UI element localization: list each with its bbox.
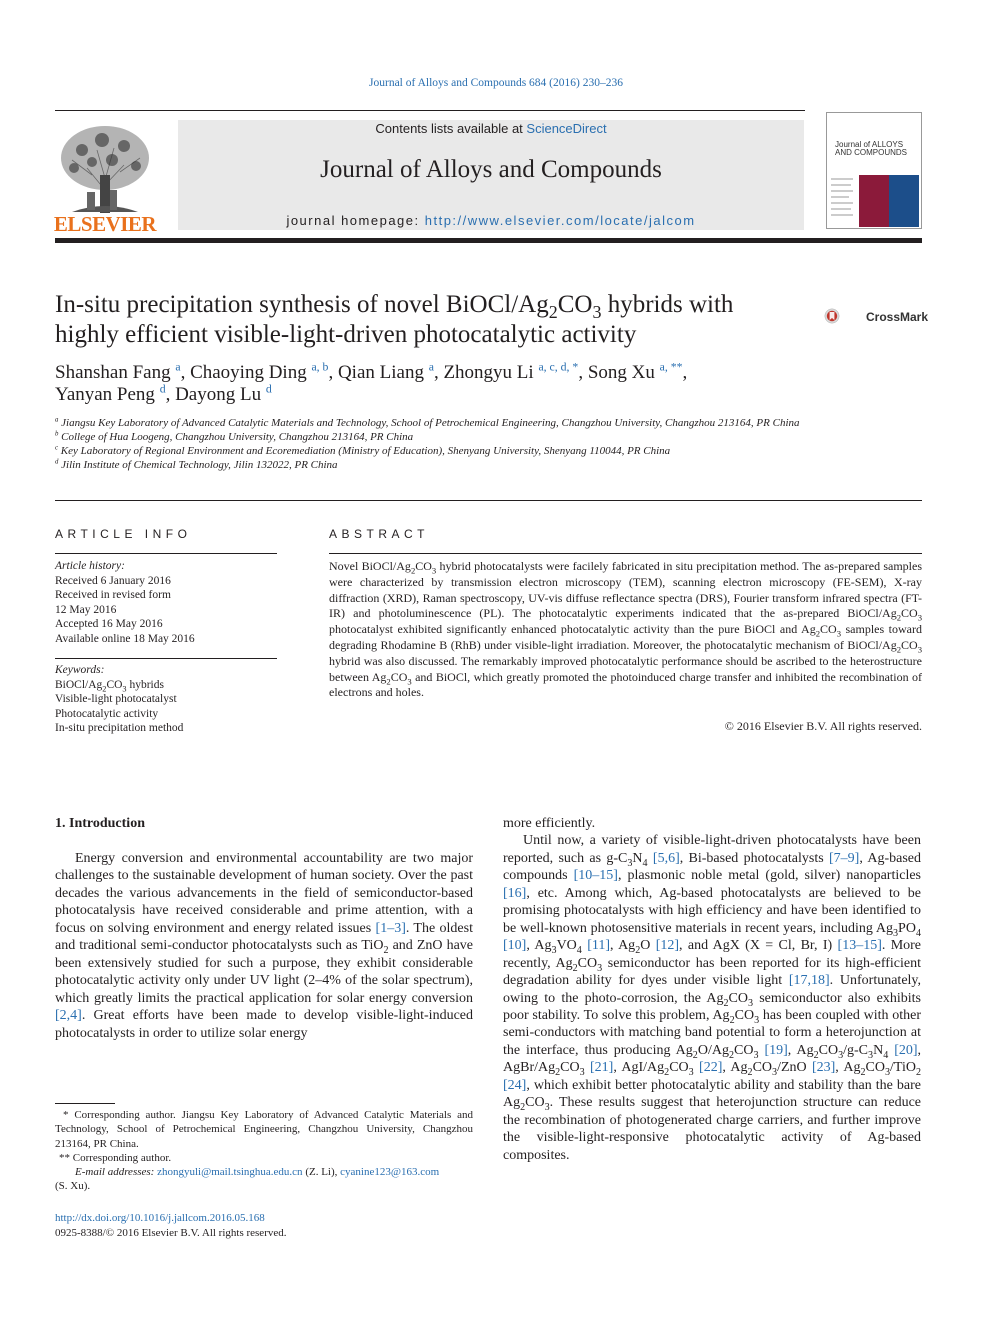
- citation-link: [20]: [894, 1042, 918, 1058]
- citation-link: [11]: [587, 938, 610, 954]
- author-separator: ,: [433, 362, 444, 383]
- citation-link: [12]: [655, 938, 680, 954]
- email-owner: (Z. Li),: [302, 1166, 341, 1179]
- citation-link: [13–15]: [837, 938, 882, 954]
- author[interactable]: [55, 362, 190, 383]
- doi-block: [55, 1211, 473, 1241]
- footnote-rule: [55, 1103, 115, 1104]
- affiliation-mark: a: [55, 416, 59, 424]
- affiliations: [55, 416, 815, 472]
- keywords-rule: [55, 658, 277, 659]
- author[interactable]: [338, 362, 444, 383]
- author-separator: ,: [578, 362, 588, 383]
- citation-link: [2,4]: [55, 1008, 82, 1024]
- citation-link: [10–15]: [573, 868, 618, 884]
- sciencedirect-link[interactable]: ScienceDirect: [526, 121, 607, 136]
- citation-link: [5,6]: [652, 850, 680, 866]
- affiliation-item: [55, 458, 815, 472]
- title-part: CO: [557, 291, 593, 318]
- author-separator: ,: [328, 362, 338, 383]
- introduction-paragraph-1: Energy conversion and environmental accountability are two major challenges to the sustainable development of human society. Over the past decades the various advancements in the field of semiconductor-based photocatalysis have received considerable and prime attention, with a focus on solving environment and energy related issues [1–3]. The oldest and traditional semi-conductor photocatalysts such as TiO$_2$ and ZnO have been extensively studied for such a purpose, they exhibit considerable photocatalytic activity only under UV light (2–4% of the solar spectrum), which greatly limits the practical application for solar energy conversion [2,4]. Great efforts have been made to develop visible-light-induced photocatalysts in order to utilize solar energy: [55, 851, 473, 1041]
- author-affiliation-mark[interactable]: a: [175, 360, 181, 374]
- contents-prefix: Contents lists available at: [375, 121, 527, 136]
- keyword-item: Photocatalytic activity: [55, 707, 159, 720]
- article-info-rule: [55, 553, 277, 554]
- cover-red-block: [859, 175, 889, 227]
- keywords: [55, 663, 277, 736]
- author-affiliation-mark[interactable]: d: [159, 382, 166, 396]
- author-name[interactable]: Shanshan Fang: [55, 362, 171, 383]
- affiliation-mark: d: [55, 458, 59, 466]
- citation-link: [16]: [503, 885, 527, 901]
- affiliation-rule: [55, 500, 922, 501]
- homepage-link[interactable]: http://www.elsevier.com/locate/jalcom: [424, 213, 696, 228]
- history-item: Received in revised form: [55, 589, 171, 601]
- journal-cover-thumbnail[interactable]: [826, 112, 922, 229]
- author-affiliation-mark[interactable]: a, c, d, *: [538, 360, 579, 374]
- journal-name[interactable]: Journal of Alloys and Compounds: [320, 156, 662, 183]
- author[interactable]: [55, 384, 175, 405]
- author[interactable]: [175, 384, 272, 405]
- author-affiliation-mark[interactable]: a, **: [659, 360, 683, 374]
- header-rule: [55, 110, 805, 111]
- email-owner: (S. Xu).: [55, 1180, 91, 1193]
- crossmark-icon[interactable]: [824, 296, 864, 336]
- author-affiliation-mark[interactable]: d: [265, 382, 272, 396]
- citation-link: [21]: [590, 1060, 614, 1076]
- citation-link: [23]: [811, 1060, 836, 1076]
- citation-link: [22]: [699, 1060, 723, 1076]
- citation-link: [17,18]: [788, 973, 830, 989]
- affiliation-item: [55, 416, 815, 430]
- author-name[interactable]: Song Xu: [587, 362, 655, 383]
- keyword-part: hybrids: [126, 678, 164, 691]
- citation-link: [24]: [503, 1077, 527, 1093]
- footnote-corresponding-2: ** Corresponding author.: [59, 1151, 172, 1164]
- author[interactable]: [190, 362, 338, 383]
- header-thick-rule: [55, 238, 922, 243]
- affiliation-item: [55, 444, 815, 458]
- affiliation-text: Jiangsu Key Laboratory of Advanced Catalytic Materials and Technology, School of Petrochemical Engineering, Changzhou University, Changzhou 213164, PR China: [61, 417, 800, 429]
- citation-link: [7–9]: [829, 850, 860, 866]
- affiliation-mark: b: [55, 430, 59, 438]
- author[interactable]: [443, 362, 587, 383]
- journal-citation[interactable]: Journal of Alloys and Compounds 684 (2016) 230–236: [369, 77, 623, 89]
- cover-blue-block: [889, 175, 919, 227]
- keyword-item: In-situ precipitation method: [55, 722, 184, 734]
- author-separator: ,: [180, 362, 191, 383]
- author[interactable]: [588, 362, 687, 383]
- keyword-item: Visible-light photocatalyst: [55, 693, 177, 705]
- homepage-label: journal homepage:: [286, 213, 425, 228]
- keywords-label: Keywords:: [55, 664, 105, 676]
- author-name[interactable]: Zhongyu Li: [443, 362, 534, 383]
- article-title: [55, 290, 795, 350]
- affiliation-text: College of Hua Loogeng, Changzhou University, Changzhou 213164, PR China: [61, 431, 414, 443]
- abstract-copyright: © 2016 Elsevier B.V. All rights reserved.: [724, 719, 922, 733]
- author-name[interactable]: Dayong Lu: [175, 384, 262, 405]
- history-item: Accepted 16 May 2016: [55, 618, 163, 630]
- footnotes: [55, 1108, 473, 1194]
- email-link-zli[interactable]: zhongyuli@mail.tsinghua.edu.cn: [157, 1166, 303, 1179]
- author-affiliation-mark[interactable]: a, b: [311, 360, 329, 374]
- author-separator: ,: [165, 384, 176, 405]
- abstract-heading: ABSTRACT: [329, 527, 430, 541]
- affiliation-item: [55, 430, 815, 444]
- crossmark-label[interactable]: CrossMark: [866, 310, 929, 324]
- elsevier-wordmark: ELSEVIER: [53, 212, 157, 236]
- issn-line: 0925-8388/© 2016 Elsevier B.V. All rights reserved.: [55, 1227, 287, 1239]
- abstract-rule: [329, 553, 922, 554]
- author-separator: ,: [682, 362, 688, 383]
- title-part: In-situ precipitation synthesis of novel BiOCl/Ag: [55, 291, 549, 318]
- abstract-text: Novel BiOCl/$Ag_2CO_3$ hybrid photocatalysts were facilely fabricated in situ precipitation method. The as-prepared samples were characterized by transmission electron microscopy (TEM), scanning electron microscopy (FE-SEM), X-ray diffraction (XRD), Raman spectroscopy, UV-vis diffuse reflectance spectra (DRS), Fourier transform infrared spectra (FT-IR) and photoluminescence (PL). The photocatalytic experiments indicated that the as-prepared BiOCl/$Ag_2CO_3$ photocatalyst exhibited significantly enhanced photocatalytic activity than the pure BiOCl and $Ag_2CO_3$ samples toward degrading Rhodamine B (RhB) under visible-light irradiation. Moreover, the photocatalytic mechanism of BiOCl/$Ag_2CO_3$ hybrid was also discussed. The remarkably improved photocatalytic performance should be ascribed to the heterostructure between $Ag_2CO_3$ and BiOCl, which greatly promoted the photoinduced charge transfer and inhibited the recombination of electrons and holes.: [329, 559, 922, 700]
- keyword-part: CO: [106, 678, 123, 691]
- title-subscript: 3: [592, 302, 602, 322]
- email-link-sxu[interactable]: cyanine123@163.com: [340, 1166, 440, 1179]
- keyword-item: BiOCl/$Ag_2CO_3$ hybrids: [55, 678, 164, 693]
- cover-text-lines-icon: [831, 175, 857, 225]
- email-label: E-mail addresses:: [75, 1166, 158, 1179]
- keyword-part: BiOCl/Ag: [55, 678, 103, 691]
- title-part: hybrids with highly efficient visible-light-driven photocatalytic activity: [55, 291, 734, 348]
- author-name[interactable]: Qian Liang: [337, 362, 424, 383]
- citation-link: [10]: [503, 938, 527, 954]
- history-label: Article history:: [55, 560, 125, 572]
- article-history: [55, 559, 277, 646]
- doi-link[interactable]: http://dx.doi.org/10.1016/j.jallcom.2016.05.168: [55, 1212, 265, 1224]
- introduction-heading: 1. Introduction: [55, 816, 145, 831]
- author-name[interactable]: Yanyan Peng: [55, 384, 155, 405]
- affiliation-text: Key Laboratory of Regional Environment and Ecoremediation (Ministry of Education), Shenyang University, Shenyang 110044, PR China: [60, 445, 671, 457]
- affiliation-text: Jilin Institute of Chemical Technology, Jilin 132022, PR China: [61, 459, 338, 471]
- citation-link: [19]: [764, 1042, 788, 1058]
- journal-homepage: [178, 213, 804, 228]
- author-affiliation-mark[interactable]: a: [428, 360, 434, 374]
- author-list: [55, 362, 915, 406]
- affiliation-mark: c: [55, 444, 59, 452]
- title-subscript: 2: [548, 302, 558, 322]
- contents-line: [178, 121, 804, 136]
- introduction-paragraph-2: more efficiently. Until now, a variety of visible-light-driven photocatalysts have been reported, such as $g-C_3N_4$ [5,6], Bi-based photocatalysts [7–9], Ag-based compounds [10–15], plasmonic noble metal (gold, silver) nanoparticles [16], etc. Among which, Ag-based photocatalysts are believed to be promising photocatalysts with high efficiency and have been identified to be well-known photosensitive materials in recent years, including $Ag_3PO_4$ [10], $Ag_3VO_4$ [11], $Ag_2O$ [12], and AgX (X = Cl, Br, I) [13–15]. More recently, $Ag_2CO_3$ semiconductor has been reported for its high-efficient degradation ability for dyes under visible light [17,18]. Unfortunately, owing to the photo-corrosion, the $Ag_2CO_3$ semiconductor also exhibits poor stability. To solve this problem, $Ag_2CO_3$ has been coupled with other semi-conductors with matching band potential to form a heterojunction at the interface, thus producing $Ag_2O/Ag_2CO_3$ [19], $Ag_2CO_3/g-C_3N_4$ [20], AgBr/$Ag_2CO_3$ [21], AgI/$Ag_2CO_3$ [22], $Ag_2CO_3$/ZnO [23], $Ag_2CO_3/TiO_2$ [24], which exhibit better photocatalytic ability and stability than the bare $Ag_2CO_3$. These results suggest that heterojunction structure can reduce the recombination of photogenerated charge carriers, and further improve the visible-light-responsive photocatalytic activity of Ag-based composites.: [503, 816, 922, 1163]
- cover-title: Journal of ALLOYS AND COMPOUNDS: [835, 140, 908, 157]
- article-info-heading: ARTICLE INFO: [55, 527, 192, 541]
- history-item: Available online 18 May 2016: [55, 632, 195, 645]
- history-item: Received 6 January 2016: [55, 574, 171, 587]
- history-item: 12 May 2016: [55, 603, 117, 616]
- author-name[interactable]: Chaoying Ding: [190, 362, 307, 383]
- citation-link: [1–3]: [375, 920, 406, 936]
- footnote-corresponding-1: * Corresponding author. Jiangsu Key Laboratory of Advanced Catalytic Materials and Technology, School of Petrochemical Engineering, Changzhou University, Changzhou 213164, PR China.: [55, 1109, 473, 1150]
- footnote-emails: [55, 1165, 473, 1194]
